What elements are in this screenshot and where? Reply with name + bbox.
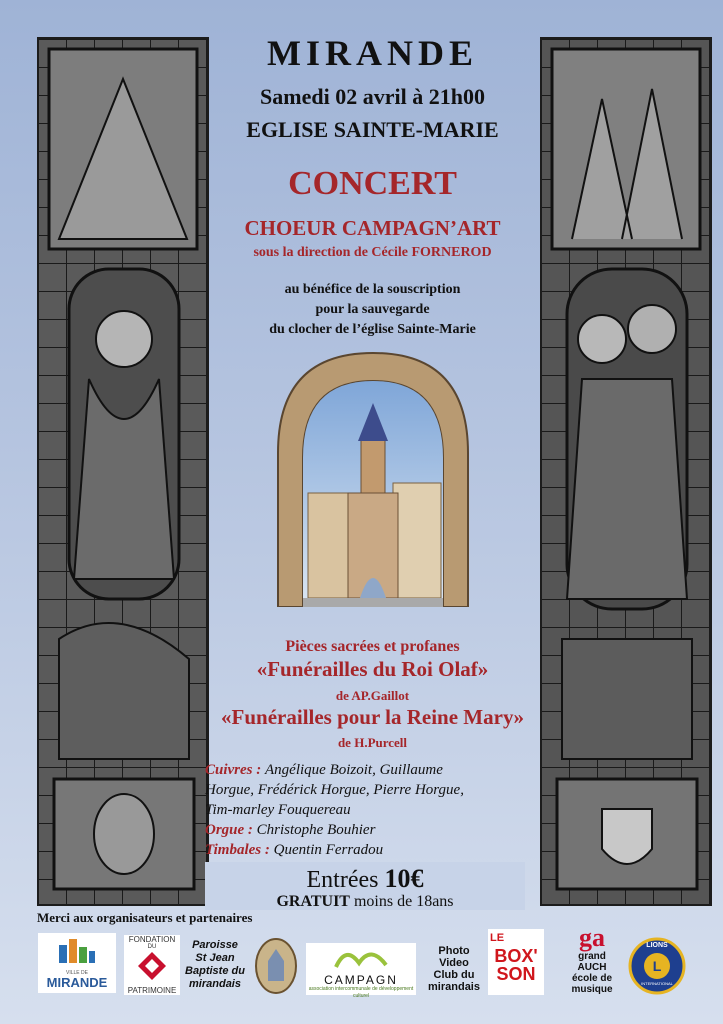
paroisse-line-4: mirandais	[189, 978, 241, 990]
organ-role: Orgue :	[205, 822, 253, 838]
fondation-emblem-icon	[137, 951, 167, 981]
photo-line-1: Photo	[438, 945, 470, 957]
lions-sub: INTERNATIONAL	[641, 981, 673, 986]
box-line-1: LE	[490, 932, 505, 944]
work-composer-2: de H.Purcell	[337, 735, 408, 750]
logo-lions	[628, 937, 686, 995]
logo-ville-mirande	[38, 933, 116, 993]
entry-price: 10€	[384, 864, 424, 893]
stained-glass-window-left	[37, 37, 209, 906]
grand-auch-line-5: musique	[571, 984, 613, 995]
brass-credit-line-1	[205, 760, 535, 780]
logo-fondation-patrimoine	[124, 935, 180, 995]
organ-name: Christophe Bouhier	[256, 822, 376, 838]
fondation-line-2: DU	[147, 944, 157, 950]
photo-line-3: Club du	[433, 969, 475, 981]
benefit-line-2: pour la sauvegarde	[315, 302, 430, 317]
photo-line-4: mirandais	[428, 981, 480, 993]
work-title-2: «Funérailles pour la Reine Mary»	[221, 705, 524, 729]
sponsors-thanks: Merci aux organisateurs et partenaires	[37, 910, 253, 925]
paroisse-line-2: St Jean	[195, 952, 235, 964]
work-title-1: «Funérailles du Roi Olaf»	[256, 657, 489, 681]
town-title: MIRANDE	[267, 33, 478, 73]
timpani-name: Quentin Ferradou	[273, 842, 384, 858]
event-date: Samedi 02 avril à 21h00	[260, 84, 485, 109]
box-line-3: SON	[496, 964, 536, 984]
organ-credit	[205, 820, 535, 840]
campagn-name: CAMPAGN	[324, 973, 398, 987]
fondation-line-1: FONDATION	[128, 935, 176, 944]
paroisse-line-3: Baptiste du	[185, 965, 245, 977]
choir-name: CHOEUR CAMPAGN’ART	[244, 216, 501, 240]
director-line: sous la direction de Cécile FORNEROD	[253, 245, 492, 260]
grand-auch-line-2: grand	[578, 951, 606, 962]
entry-label: Entrées	[306, 867, 379, 893]
free-entry-line	[205, 893, 525, 911]
program-intro: Pièces sacrées et profanes	[285, 638, 460, 655]
arch-illustration	[268, 343, 479, 607]
mirande-emblem-icon	[57, 937, 97, 965]
fondation-line-3: PATRIMOINE	[127, 986, 177, 995]
logo-le-box-son	[488, 929, 544, 995]
grand-auch-ga: ga	[579, 923, 605, 952]
campagn-sub: association intercommunale de développement culturel	[308, 986, 414, 999]
svg-text:L: L	[652, 958, 662, 974]
benefit-line-1: au bénéfice de la souscription	[284, 282, 461, 297]
event-venue: EGLISE SAINTE-MARIE	[246, 117, 499, 142]
entry-price-line	[205, 866, 525, 893]
sponsor-logos	[30, 925, 720, 1000]
logo-grand-auch	[564, 925, 620, 995]
mirande-small: VILLE DE	[66, 970, 88, 976]
free-label: GRATUIT	[276, 893, 350, 910]
brass-role: Cuivres :	[205, 762, 262, 778]
brass-names-2: Horgue, Frédérick Horgue, Pierre Horgue,	[205, 782, 464, 798]
timpani-role: Timbales :	[205, 842, 270, 858]
grand-auch-line-4: école de	[571, 973, 613, 984]
logo-paroisse	[180, 939, 250, 991]
brass-names-1: Angélique Boizoit, Guillaume	[265, 762, 443, 778]
logo-campagnart	[306, 943, 416, 999]
photo-line-2: Video	[439, 957, 469, 969]
musician-credits	[205, 760, 535, 860]
work-composer-1: de AP.Gaillot	[335, 688, 410, 703]
stained-glass-right-image	[542, 39, 710, 904]
campagnart-emblem-icon	[331, 943, 391, 969]
paroisse-line-1: Paroisse	[192, 939, 238, 951]
grand-auch-line-3: AUCH	[577, 962, 607, 973]
lions-name: LIONS	[646, 942, 668, 949]
event-type-heading: CONCERT	[288, 165, 457, 202]
box-line-2: BOX'	[494, 946, 538, 966]
church-medallion-icon	[254, 937, 298, 995]
free-condition: moins de 18ans	[353, 893, 454, 910]
benefit-text	[205, 280, 540, 340]
brass-names-3: Tim-marley Fouquereau	[205, 802, 351, 818]
entry-price-box	[205, 862, 525, 910]
stained-glass-window-right	[540, 37, 712, 906]
timpani-credit	[205, 840, 535, 860]
benefit-line-3: du clocher de l’église Sainte-Marie	[269, 322, 476, 337]
stained-glass-left-image	[39, 39, 207, 904]
logo-photo-video-club	[424, 945, 484, 993]
mirande-name: MIRANDE	[46, 975, 108, 990]
